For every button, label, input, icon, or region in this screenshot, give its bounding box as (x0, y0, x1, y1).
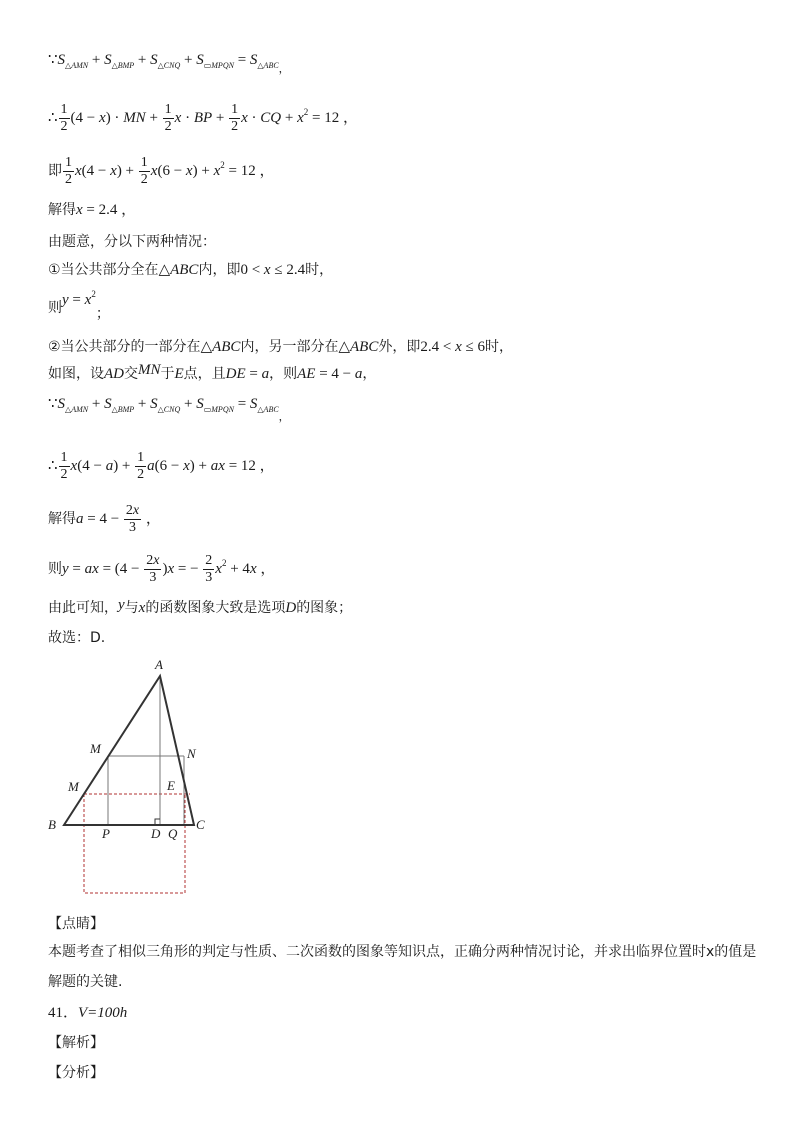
question-number: 41． (48, 1005, 79, 1021)
comment-heading: 【点睛】 (48, 916, 104, 932)
equation-area-expansion-2: ∴ $\frac{1}{2}$ x(4 − a) + $\frac{1}{2}$ a(6 − x) + ax = 12 ， (48, 450, 275, 482)
label-m-lower: M (68, 779, 79, 794)
case-1-result: 则$y = x^2$； (48, 289, 110, 322)
solution-a: 解得a = 4 − $\frac{2x}{3}$ ， (48, 503, 161, 535)
equation-area-expansion-1: ∴ $\frac{1}{2}$ (4 − x) · MN + $\frac{1}{2}$ x · BP + $\frac{1}{2}$ x · CQ + $x^2 = 12$ ， (48, 102, 358, 135)
question-answer: V=100h (78, 1005, 128, 1021)
triangle-figure (40, 655, 220, 900)
case-2-setup: 如图，设AD交MN于E点，且DE = a，则AE = 4 − a， (48, 362, 377, 382)
label-n: N (187, 746, 196, 761)
fenxi-heading: 【分析】 (48, 1065, 104, 1081)
label-c: C (196, 817, 205, 832)
case-2-result: 则y = ax = (4 − $\frac{2x}{3}$ )x = − $\frac{2}{3}$ $x^2 + 4x$ ， (48, 553, 276, 586)
case-1: ①当公共部分全在△ABC内，即0 < x ≤ 2.4时， (48, 262, 334, 278)
solution-x: 解得x = 2.4 ， (48, 202, 137, 218)
equation-substituted-1: 即 $\frac{1}{2}$ x(4 − x) + $\frac{1}{2}$ $x(6 - x) + x^2 = 12$ ， (48, 155, 275, 188)
label-b: B (48, 817, 56, 832)
equation-area-sum-1: $\because S_{\triangle AMN} + S_{\triangle BMP} + S_{\triangle CNQ} + S_{▭MPQN} = S_{\triangle ABC,}$ (48, 52, 290, 75)
conclusion: 由此可知，y与x的函数图象大致是选项D的图象； (48, 597, 353, 616)
label-p: P (102, 826, 110, 841)
triangle-abc (64, 676, 194, 825)
equation-area-sum-2: $\because S_{\triangle AMN} + S_{\triangle BMP} + S_{\triangle CNQ} + S_{▭MPQN} = S_{\triangle ABC,}$ (48, 396, 290, 423)
label-q: Q (168, 826, 178, 841)
label-e: E (167, 778, 175, 793)
label-d: D (151, 826, 161, 841)
case-2: ②当公共部分的一部分在△ABC内，另一部分在△ABC外，即2.4 < x ≤ 6时， (48, 339, 513, 355)
answer-choice: 故选：D. (48, 630, 106, 646)
dashed-square (84, 794, 190, 893)
label-m-upper: M (90, 741, 101, 756)
question-41 (48, 1003, 127, 1023)
label-a: A (155, 657, 163, 672)
right-angle-mark (155, 819, 160, 824)
case-intro: 由题意，分以下两种情况： (48, 234, 216, 250)
analysis-heading: 【解析】 (48, 1035, 104, 1051)
comment-body: 本题考查了相似三角形的判定与性质、二次函数的图象等知识点，正确分两种情况讨论，并求出临界位置时x的值是解题的关键. (48, 944, 757, 990)
